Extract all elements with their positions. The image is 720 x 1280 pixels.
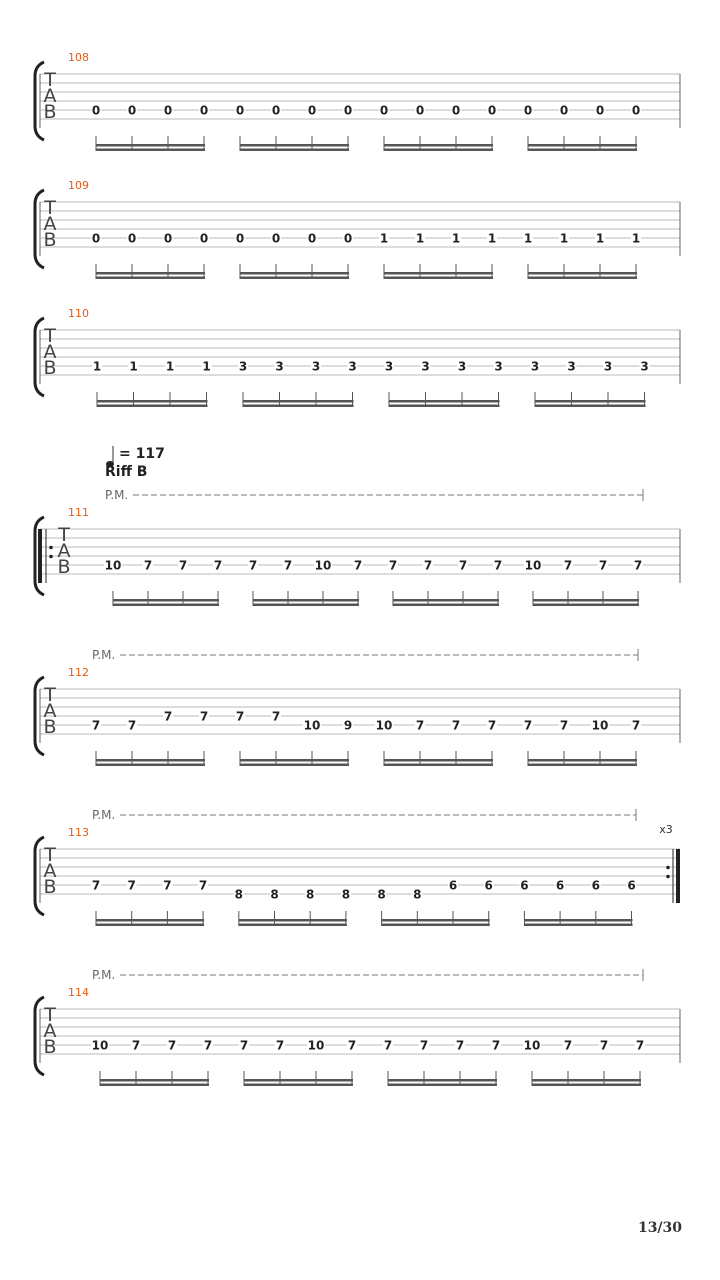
- fret-number: 6: [520, 878, 529, 893]
- repeat-dot: [666, 866, 670, 870]
- fret-number: 0: [127, 103, 137, 118]
- fret-number: 3: [384, 359, 394, 374]
- palm-mute-label: P.M.: [92, 648, 116, 662]
- section-label: Riff B: [105, 464, 148, 480]
- tab-clef-letter: T: [44, 69, 56, 91]
- measure-number: 112: [68, 666, 89, 679]
- tab-clef-letter: B: [43, 1036, 57, 1058]
- fret-number: 1: [129, 359, 138, 374]
- tab-clef-letter: A: [43, 700, 57, 722]
- fret-number: 7: [91, 878, 101, 893]
- note-beam: [96, 759, 205, 762]
- systems-layer: [35, 51, 680, 1086]
- note-beam: [388, 1084, 497, 1087]
- note-beam: [533, 599, 639, 602]
- fret-number: 1: [379, 231, 389, 246]
- measure-number: 111: [68, 506, 89, 519]
- fret-number: 3: [457, 359, 467, 374]
- fret-number: 7: [178, 558, 188, 573]
- note-beam: [528, 149, 637, 152]
- note-beam: [240, 272, 349, 275]
- fret-number: 8: [341, 887, 351, 902]
- fret-number: 7: [347, 1038, 357, 1053]
- note-beam: [97, 405, 208, 408]
- page-number: 13/30: [637, 1220, 683, 1236]
- fret-number: 1: [523, 231, 533, 246]
- fret-number: 6: [448, 878, 458, 893]
- fret-number: 0: [415, 103, 425, 118]
- fret-number: 1: [415, 231, 425, 246]
- fret-number: 0: [127, 231, 137, 246]
- fret-number: 0: [559, 103, 569, 118]
- fret-number: 7: [248, 558, 258, 573]
- tab-clef-letter: B: [43, 101, 57, 123]
- fret-number: 8: [377, 887, 386, 902]
- fret-number: 7: [631, 718, 641, 733]
- tab-system: [35, 446, 680, 606]
- note-beam: [96, 277, 205, 280]
- note-beam: [535, 405, 646, 408]
- tab-clef-letter: A: [43, 341, 57, 363]
- note-beam: [533, 604, 639, 607]
- fret-number: 7: [458, 558, 468, 573]
- fret-number: 0: [523, 103, 533, 118]
- fret-number: 3: [640, 359, 649, 374]
- fret-number: 0: [199, 231, 209, 246]
- fret-number: 9: [343, 718, 353, 733]
- fret-number: 7: [563, 1038, 573, 1053]
- fret-number: 7: [275, 1038, 285, 1053]
- fret-number: 1: [92, 359, 102, 374]
- note-beam: [384, 277, 493, 280]
- note-beam: [528, 759, 637, 762]
- fret-number: 6: [627, 878, 636, 893]
- fret-number: 7: [493, 558, 503, 573]
- note-beam: [388, 1079, 497, 1082]
- fret-number: 7: [127, 718, 137, 733]
- fret-number: 0: [451, 103, 461, 118]
- fret-number: 1: [595, 231, 605, 246]
- note-beam: [528, 144, 637, 147]
- fret-number: 3: [311, 359, 321, 374]
- repeat-dot: [49, 555, 53, 559]
- fret-number: 7: [563, 558, 573, 573]
- note-beam: [524, 919, 632, 922]
- measure-number: 110: [68, 307, 89, 320]
- fret-number: 8: [413, 887, 422, 902]
- note-beam: [384, 764, 493, 767]
- fret-number: 7: [635, 1038, 645, 1053]
- fret-number: 3: [494, 359, 503, 374]
- fret-number: 10: [591, 718, 609, 733]
- fret-number: 7: [559, 718, 569, 733]
- fret-number: 7: [239, 1038, 249, 1053]
- fret-number: 8: [270, 887, 279, 902]
- fret-number: 10: [375, 718, 393, 733]
- fret-number: 7: [451, 718, 461, 733]
- fret-number: 7: [523, 718, 533, 733]
- note-beam: [532, 1084, 641, 1087]
- fret-number: 7: [203, 1038, 213, 1053]
- note-beam: [384, 149, 493, 152]
- fret-number: 0: [343, 103, 353, 118]
- fret-number: 0: [235, 103, 245, 118]
- tempo-marker: = 117: [119, 446, 165, 462]
- fret-number: 7: [91, 718, 101, 733]
- note-beam: [244, 1079, 353, 1082]
- fret-number: 7: [633, 558, 643, 573]
- tab-clef-letter: T: [44, 1004, 56, 1026]
- note-beam: [96, 764, 205, 767]
- fret-number: 10: [104, 558, 122, 573]
- note-beam: [100, 1084, 209, 1087]
- repeat-dot: [666, 875, 670, 879]
- note-beam: [384, 272, 493, 275]
- tab-clef-letter: B: [43, 716, 57, 738]
- fret-number: 7: [383, 1038, 393, 1053]
- fret-number: 6: [591, 878, 600, 893]
- tab-clef-letter: T: [44, 844, 56, 866]
- note-beam: [240, 144, 349, 147]
- fret-number: 7: [283, 558, 293, 573]
- fret-number: 7: [127, 878, 136, 893]
- fret-number: 3: [530, 359, 540, 374]
- fret-number: 10: [91, 1038, 109, 1053]
- fret-number: 0: [163, 103, 173, 118]
- note-beam: [528, 272, 637, 275]
- repeat-count: x3: [659, 823, 673, 836]
- tab-system: [35, 179, 680, 279]
- note-beam: [244, 1084, 353, 1087]
- fret-number: 0: [91, 103, 101, 118]
- fret-number: 0: [199, 103, 209, 118]
- fret-number: 7: [487, 718, 497, 733]
- fret-number: 0: [91, 231, 101, 246]
- fret-number: 0: [163, 231, 173, 246]
- tab-system: [35, 968, 680, 1086]
- note-beam: [389, 400, 500, 403]
- fret-number: 7: [388, 558, 398, 573]
- fret-number: 8: [234, 887, 243, 902]
- tab-clef-letter: B: [57, 556, 71, 578]
- tab-system: [35, 648, 680, 766]
- note-beam: [113, 604, 219, 607]
- note-beam: [253, 604, 359, 607]
- tab-clef-letter: A: [43, 213, 57, 235]
- note-beam: [96, 149, 205, 152]
- fret-number: 0: [271, 103, 281, 118]
- fret-number: 7: [213, 558, 223, 573]
- measure-number: 109: [68, 179, 89, 192]
- fret-number: 0: [487, 103, 497, 118]
- fret-number: 7: [599, 1038, 609, 1053]
- note-beam: [96, 144, 205, 147]
- note-beam: [113, 599, 219, 602]
- fret-number: 7: [271, 709, 281, 724]
- fret-number: 7: [131, 1038, 141, 1053]
- note-beam: [239, 919, 347, 922]
- fret-number: 6: [484, 878, 493, 893]
- palm-mute-label: P.M.: [92, 808, 116, 822]
- tab-clef-letter: T: [58, 524, 70, 546]
- note-beam: [382, 924, 490, 927]
- fret-number: 0: [379, 103, 389, 118]
- fret-number: 10: [303, 718, 321, 733]
- tab-clef-letter: T: [44, 325, 56, 347]
- note-beam: [528, 277, 637, 280]
- note-beam: [240, 764, 349, 767]
- measure-number: 113: [68, 826, 89, 839]
- fret-number: 0: [631, 103, 641, 118]
- tab-clef-letter: A: [57, 540, 71, 562]
- note-beam: [532, 1079, 641, 1082]
- fret-number: 3: [603, 359, 613, 374]
- tab-clef-letter: A: [43, 860, 57, 882]
- tab-system: [35, 307, 680, 407]
- fret-number: 10: [524, 558, 542, 573]
- tab-clef-letter: A: [43, 1020, 57, 1042]
- note-beam: [393, 599, 499, 602]
- fret-number: 7: [353, 558, 363, 573]
- fret-number: 6: [555, 878, 565, 893]
- note-beam: [382, 919, 490, 922]
- note-beam: [528, 764, 637, 767]
- fret-number: 0: [307, 103, 317, 118]
- fret-number: 3: [275, 359, 284, 374]
- fret-number: 7: [455, 1038, 465, 1053]
- fret-number: 0: [307, 231, 317, 246]
- fret-number: 3: [421, 359, 430, 374]
- fret-number: 7: [198, 878, 208, 893]
- fret-number: 1: [451, 231, 461, 246]
- fret-number: 7: [143, 558, 153, 573]
- fret-number: 1: [165, 359, 175, 374]
- note-beam: [253, 599, 359, 602]
- fret-number: 10: [523, 1038, 541, 1053]
- note-beam: [97, 400, 208, 403]
- fret-number: 1: [631, 231, 641, 246]
- fret-number: 0: [595, 103, 605, 118]
- tab-clef-letter: B: [43, 876, 57, 898]
- note-beam: [96, 272, 205, 275]
- palm-mute-label: P.M.: [105, 488, 129, 502]
- note-beam: [535, 400, 646, 403]
- measure-number: 108: [68, 51, 89, 64]
- fret-number: 3: [348, 359, 357, 374]
- fret-number: 1: [559, 231, 569, 246]
- note-beam: [389, 405, 500, 408]
- fret-number: 7: [199, 709, 209, 724]
- fret-number: 0: [271, 231, 281, 246]
- tab-system: [35, 808, 680, 926]
- repeat-end-thick: [676, 849, 680, 903]
- note-beam: [96, 919, 204, 922]
- note-beam: [243, 400, 354, 403]
- note-beam: [240, 277, 349, 280]
- fret-number: 7: [419, 1038, 429, 1053]
- note-beam: [239, 924, 347, 927]
- fret-number: 8: [306, 887, 315, 902]
- fret-number: 7: [235, 709, 245, 724]
- note-beam: [100, 1079, 209, 1082]
- repeat-start-thick: [38, 529, 42, 583]
- note-beam: [384, 144, 493, 147]
- palm-mute-label: P.M.: [92, 968, 116, 982]
- fret-number: 7: [163, 709, 173, 724]
- measure-number: 114: [68, 986, 89, 999]
- fret-number: 7: [163, 878, 172, 893]
- note-beam: [240, 149, 349, 152]
- tab-system: [35, 51, 680, 151]
- fret-number: 7: [423, 558, 433, 573]
- tab-clef-letter: B: [43, 229, 57, 251]
- note-beam: [384, 759, 493, 762]
- note-beam: [393, 604, 499, 607]
- tab-clef-letter: T: [44, 197, 56, 219]
- fret-number: 10: [314, 558, 332, 573]
- fret-number: 3: [238, 359, 248, 374]
- tab-clef-letter: T: [44, 684, 56, 706]
- fret-number: 7: [491, 1038, 501, 1053]
- fret-number: 7: [167, 1038, 177, 1053]
- note-beam: [96, 924, 204, 927]
- repeat-dot: [49, 546, 53, 550]
- fret-number: 7: [415, 718, 425, 733]
- fret-number: 1: [487, 231, 497, 246]
- fret-number: 0: [235, 231, 245, 246]
- note-beam: [524, 924, 632, 927]
- fret-number: 7: [598, 558, 608, 573]
- note-beam: [243, 405, 354, 408]
- fret-number: 1: [202, 359, 211, 374]
- tab-clef-letter: B: [43, 357, 57, 379]
- fret-number: 3: [567, 359, 576, 374]
- fret-number: 10: [307, 1038, 325, 1053]
- note-beam: [240, 759, 349, 762]
- tab-clef-letter: A: [43, 85, 57, 107]
- fret-number: 0: [343, 231, 353, 246]
